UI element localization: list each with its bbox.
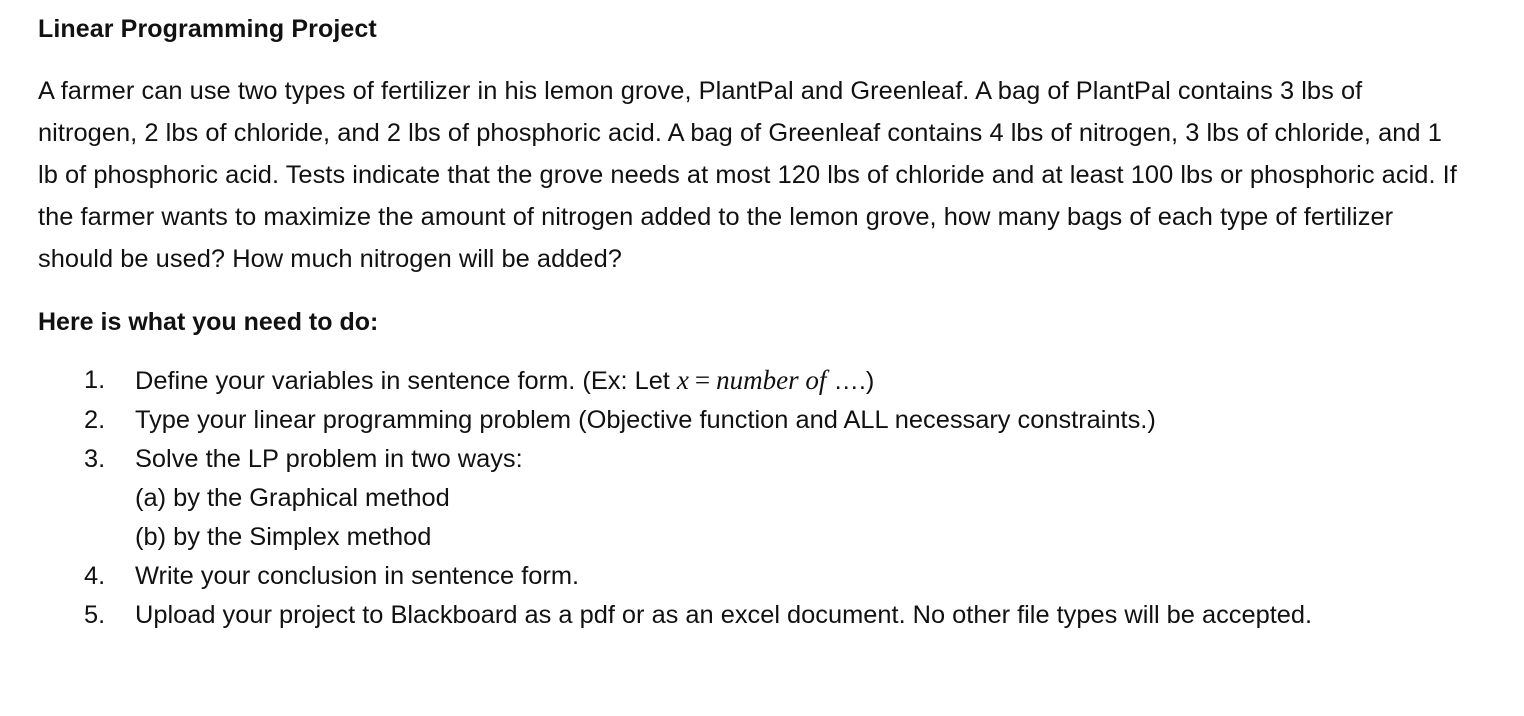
list-item-text: Upload your project to Blackboard as a pdf or as an excel document. No other file types will be accepted.	[135, 601, 1313, 629]
problem-statement: A farmer can use two types of fertilizer in his lemon grove, PlantPal and Greenleaf. A bag of PlantPal contains 3 lbs of nitrogen, 2 lbs of chloride, and 2 lbs of phosphoric acid. A bag of Greenleaf contains 4 lbs of nitrogen, 3 lbs of chloride, and 1 lb of phosphoric acid. Tests indicate that the grove needs at most 120 lbs of chloride and at least 100 lbs or phosphoric acid. If the farmer wants to maximize the amount of nitrogen added to the lemon grove, how many bags of each type of fertilizer should be used? How much nitrogen will be added?	[38, 77, 1457, 273]
list-item-text: Define your variables in sentence form. (Ex: Let	[135, 367, 677, 395]
math-equals: =	[694, 365, 711, 395]
instructions-list	[38, 361, 1498, 635]
list-item-number: 1.	[84, 366, 106, 394]
sub-item-simplex: (b) by the Simplex method	[135, 523, 432, 551]
list-item	[38, 596, 1405, 635]
math-expression	[677, 365, 826, 395]
list-item	[38, 361, 1498, 401]
list-item	[38, 557, 1498, 596]
list-item-text-end: ….)	[826, 367, 875, 395]
list-item-number: 5.	[84, 601, 106, 629]
list-item-text: Solve the LP problem in two ways:	[135, 445, 523, 473]
math-phrase: number of	[716, 365, 827, 395]
list-item-text: Write your conclusion in sentence form.	[135, 562, 580, 590]
list-item	[38, 440, 1498, 557]
sub-item-graphical: (a) by the Graphical method	[135, 484, 450, 512]
document-title: Linear Programming Project	[38, 15, 377, 43]
list-item-text: Type your linear programming problem (Objective function and ALL necessary constraints.)	[135, 406, 1156, 434]
list-item	[38, 401, 1498, 440]
list-item-number: 4.	[84, 562, 106, 590]
instructions-heading: Here is what you need to do:	[38, 308, 379, 336]
list-item-number: 3.	[84, 445, 106, 473]
document-page	[38, 10, 1498, 635]
math-variable: x	[676, 365, 689, 395]
list-item-number: 2.	[84, 406, 106, 434]
